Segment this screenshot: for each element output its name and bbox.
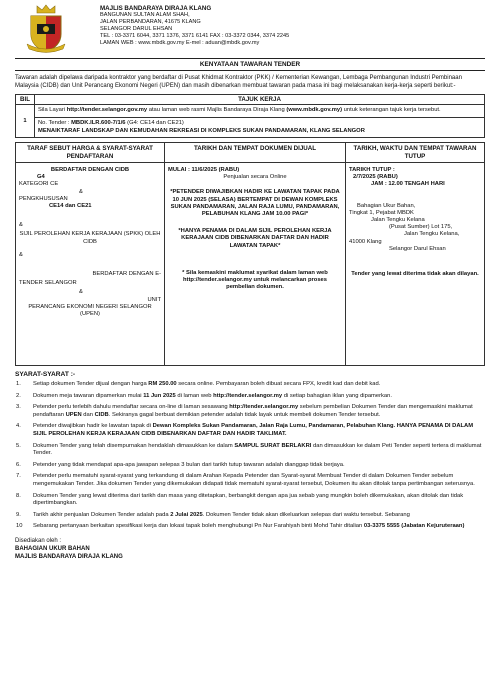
note-text: atau laman web rasmi Majlis Bandaraya Diraja Klang xyxy=(147,107,287,114)
address-line: BANGUNAN SULTAN ALAM SHAH, xyxy=(100,12,190,18)
web-line: LAMAN WEB : www.mbdk.gov.my E-mel : aduan@mbdk.gov.my xyxy=(100,40,260,46)
header-registration: TARAF SEBUT HARGA & SYARAT-SYARAT PENDAFTARAN xyxy=(16,143,165,163)
category-codes: CE14 dan CE21 xyxy=(49,203,92,210)
condition-text: http://tender.selangor.my xyxy=(213,392,283,399)
condition-text: http://tender.selangor.my xyxy=(229,404,299,411)
work-table xyxy=(15,94,485,138)
ampersand: & xyxy=(79,289,83,296)
note-text: Sila Layari xyxy=(38,107,67,114)
condition-text: RM 250.00 xyxy=(148,381,177,387)
work-title: MENAIKTARAF LANDSKAP DAN KEMUDAHAN REKREASI DI KOMPLEKS SUKAN PANDAMARAN, KLANG SELANGOR xyxy=(38,127,365,134)
pengkhususan: PENGKHUSUSAN xyxy=(19,195,68,202)
condition-text: SAMPUL SURAT BERLAKRI xyxy=(234,442,312,449)
header-sale: TARIKH DAN TEMPAT DOKUMEN DIJUAL xyxy=(165,143,346,163)
intro-paragraph: Tawaran adalah dipelawa daripada kontraktor yang berdaftar di Pusat Khidmat Kontraktor (PKK) / Kementerian Kewangan, Lembaga Pembangunan Industri Pembinaan Malaysia (CIDB) dan Unit Perancang Ekonomi Negeri (UPEN) dan masih dibenarkan membuat tawaran pada masa ini bagi melaksanakan kerja-kerja seperti berikut:- xyxy=(15,75,462,90)
condition-number: 3. xyxy=(16,404,21,411)
condition-item xyxy=(15,404,485,419)
cidb-name-notice: *HANYA PENAMA DI DALAM SIJIL PEROLEHAN KERJA KERAJAAN CIDB DIBENARKAN DAFTAR DAN HADIR LAWATAN TAPAK* xyxy=(178,228,332,249)
condition-item xyxy=(15,381,485,389)
condition-text: Petender diwajibkan hadir ke lawatan tapak di xyxy=(33,423,153,430)
contact-line: TEL : 03-3371 6044, 3371 1376, 3371 6141 FAX : 03-3372 0344, 3374 2245 xyxy=(100,33,290,39)
condition-text: Tarikh akhir penjualan Dokumen Tender adalah pada xyxy=(33,511,171,518)
address-line: Selangor Darul Ehsan xyxy=(389,245,446,252)
condition-number: 10 xyxy=(16,523,23,530)
address-line: JALAN PERBANDARAN, 41675 KLANG xyxy=(100,19,201,25)
condition-item xyxy=(15,393,485,401)
condition-text: Petender perlu mematuhi syarat-syarat yang terkandung di dalam Arahan Kepada Petender dan Syarat-syarat Membuat Tender di dalam Dokumen Tender sebelum mengemukakan Tender. Jika dokumen Tender yang dikemukakan didapati tidak mematuhi syarat-syarat tersebut, Dokumen itu akan ditolak tanpa pertimbangan seterusnya. xyxy=(33,473,475,487)
address-line: Jalan Tengku Kelana, xyxy=(404,231,460,238)
prepared-by xyxy=(15,537,485,561)
condition-item xyxy=(15,473,485,488)
condition-text: 11 Jun 2025 xyxy=(143,392,176,399)
condition-text: 2 Julai 2025 xyxy=(170,511,203,518)
closing-date: 2/7/2025 (RABU) xyxy=(353,174,398,181)
tender-no: MBDK.ILR.600-7/1/6 xyxy=(71,120,126,126)
condition-item xyxy=(15,512,485,520)
condition-number: 1. xyxy=(16,381,21,387)
condition-text: Petender perlu terlebih dahulu mendaftar secara on-line di laman sesawang xyxy=(33,404,230,411)
tender-grade: (G4: CE14 dan CE21) xyxy=(125,120,184,126)
ampersand: & xyxy=(19,251,23,258)
tender-portal-link[interactable]: http://tender.selangor.gov.my xyxy=(66,107,148,114)
closing-cell xyxy=(346,163,485,366)
condition-text: Sebarang pertanyaan berkaitan spesifikasi kerja dan lokasi tapak boleh menghubungi Pn Nur Farahiyah binti Mohd Tahir ditalian xyxy=(33,523,364,530)
condition-number: 2. xyxy=(16,392,21,399)
condition-number: 6. xyxy=(16,461,21,468)
layari-note xyxy=(35,105,485,118)
condition-text: Petender yang tidak mendapat apa-apa jawapan selepas 3 bulan dari tarikh tutup tawaran adalah dianggap tidak berjaya. xyxy=(33,461,345,468)
registration-cell xyxy=(16,163,165,366)
condition-text: dan xyxy=(81,411,95,418)
sale-start: MULAI : 11/6/2025 (RABU) xyxy=(168,167,240,173)
grade: G4 xyxy=(37,174,45,181)
condition-text: . Sekiranya gagal berbuat demikian petender adalah tidak layak untuk membeli dokumen Tender tersebut. xyxy=(108,411,381,418)
condition-text: di laman web xyxy=(175,392,214,399)
condition-text: UPEN xyxy=(65,411,82,418)
condition-item xyxy=(15,493,485,508)
prepared-dept: BAHAGIAN UKUR BAHAN xyxy=(15,545,90,552)
letterhead-text xyxy=(100,5,289,47)
prepared-org: MAJLIS BANDARAYA DIRAJA KLANG xyxy=(15,553,123,560)
tender-selangor: TENDER SELANGOR xyxy=(19,280,77,287)
condition-text: Dokumen Tender yang telah disempurnakan hendaklah dimasukkan ke dalam xyxy=(33,442,235,449)
header-closing: TARIKH, WAKTU DAN TEMPAT TAWARAN TUTUP xyxy=(346,143,485,163)
condition-item xyxy=(15,523,485,531)
condition-number: 4. xyxy=(16,423,21,430)
letterhead xyxy=(15,4,485,58)
condition-text: 03-3375 5555 (Jabatan Kejuruteraan) xyxy=(363,523,465,530)
col-bil: BIL xyxy=(16,95,35,105)
condition-text: Dewan Kompleks Sukan Pandamaran, Jalan Raja Lumu, Pandamaran, Pelabuhan Klang. HANYA PENAMA DI DALAM SIJIL PEROLEHAN KERJA KERAJAAN CIDB DIBENARKAN DAFTAR DAN HADIR TAKLIMAT. xyxy=(33,423,474,437)
ampersand: & xyxy=(19,222,23,229)
org-name: MAJLIS BANDARAYA DIRAJA KLANG xyxy=(100,5,212,12)
state-crest-icon xyxy=(25,4,67,54)
details-table xyxy=(15,142,485,366)
condition-item xyxy=(15,462,485,470)
ampersand: & xyxy=(79,188,83,195)
closing-label: TARIKH TUTUP : xyxy=(349,167,395,173)
spkk: SIJIL PEROLEHAN KERJA KERAJAAN (SPKK) OLEH CIDB xyxy=(19,231,161,245)
unit: UNIT xyxy=(147,296,161,303)
condition-text: dan dimasukkan ke dalam Peti Tender seperti tertera di maklumat Tender. xyxy=(33,442,482,457)
notice-banner: KENYATAAN TAWARAN TENDER xyxy=(15,58,485,71)
col-tajuk: TAJUK KERJA xyxy=(35,95,485,105)
condition-text: secara online. Pembayaran boleh dibuat secara FPX, kredit kad dan debit kad. xyxy=(176,381,381,387)
reg-cidb: BERDAFTAR DENGAN CIDB xyxy=(50,167,130,173)
condition-number: 5. xyxy=(16,442,21,449)
address-line: Jalan Tengku Kelana xyxy=(371,217,425,224)
mbdk-website-link[interactable]: (www.mbdk.gov.my) xyxy=(286,107,343,114)
reg-etender: BERDAFTAR DENGAN E- xyxy=(92,271,161,278)
condition-item xyxy=(15,423,485,438)
sale-cell xyxy=(165,163,346,366)
condition-text: Setiap dokumen Tender dijual dengan harga xyxy=(33,381,149,387)
tender-no-label: No. Tender : xyxy=(38,120,72,126)
condition-text: Dokumen Tender yang lewat diterima dari tarikh dan masa yang ditetapkan, berbangkit dengan apa jua sebab yang mungkin boleh dikemukakan, akan ditolak dan tidak dipertimbangkan. xyxy=(33,492,464,507)
address-line: SELANGOR DARUL EHSAN xyxy=(100,26,173,32)
conditions-list xyxy=(15,381,485,531)
site-visit-notice: *PETENDER DIWAJIBKAN HADIR KE LAWATAN TAPAK PADA 10 JUN 2025 (SELASA) BERTEMPAT DI DEWAN KOMPLEKS SUKAN PANDAMARAN, JALAN RAJA LUMU, PANDAMARAN, PELABUHAN KLANG JAM 10.00 PAGI* xyxy=(170,189,340,218)
condition-item xyxy=(15,443,485,458)
late-tender-note: Tender yang lewat diterima tidak akan dilayan. xyxy=(351,271,479,278)
closing-time: JAM : 12.00 TENGAH HARI xyxy=(371,181,445,188)
condition-text: CIDB xyxy=(94,411,109,418)
condition-number: 7. xyxy=(16,473,21,480)
note-text: untuk keterangan tajuk kerja tersebut. xyxy=(342,107,441,114)
address-line: 41000 Klang xyxy=(349,238,382,245)
condition-number: 8. xyxy=(16,492,21,499)
work-title-cell xyxy=(35,118,485,138)
condition-number: 9. xyxy=(16,511,21,518)
conditions-title: SYARAT-SYARAT :- xyxy=(15,371,76,378)
condition-text: Dokumen meja tawaran dipamerkan mulai xyxy=(33,392,144,399)
upen: PERANCANG EKONOMI NEGERI SELANGOR (UPEN) xyxy=(28,303,152,318)
address-line: Tingkat 1, Pejabat MBDK xyxy=(349,209,414,216)
address-line: Bahagian Ukur Bahan, xyxy=(357,202,416,209)
sale-online: Penjualan secara Online xyxy=(223,174,287,181)
prepared-label: Disediakan oleh : xyxy=(15,537,62,544)
bil-number: 1 xyxy=(16,105,35,138)
address-line: (Pusat Sumber) Lot 175, xyxy=(389,224,453,231)
condition-text: di setiap bahagian iklan yang dipamerkan. xyxy=(282,392,392,399)
update-info-note: * Sila kemaskini maklumat syarikat dalam laman web http://tender.selangor.my untuk melancarkan proses pembelian dokumen. xyxy=(182,269,328,291)
condition-text: . Dokumen Tender tidak akan dikeluarkan selepas dari waktu tersebut. Sebarang xyxy=(202,511,410,518)
condition-text: sebelum pembelian Dokumen Tender dan mengemaskini maklumat pendaftaran xyxy=(33,404,473,418)
kategori: KATEGORI CE xyxy=(19,181,59,188)
